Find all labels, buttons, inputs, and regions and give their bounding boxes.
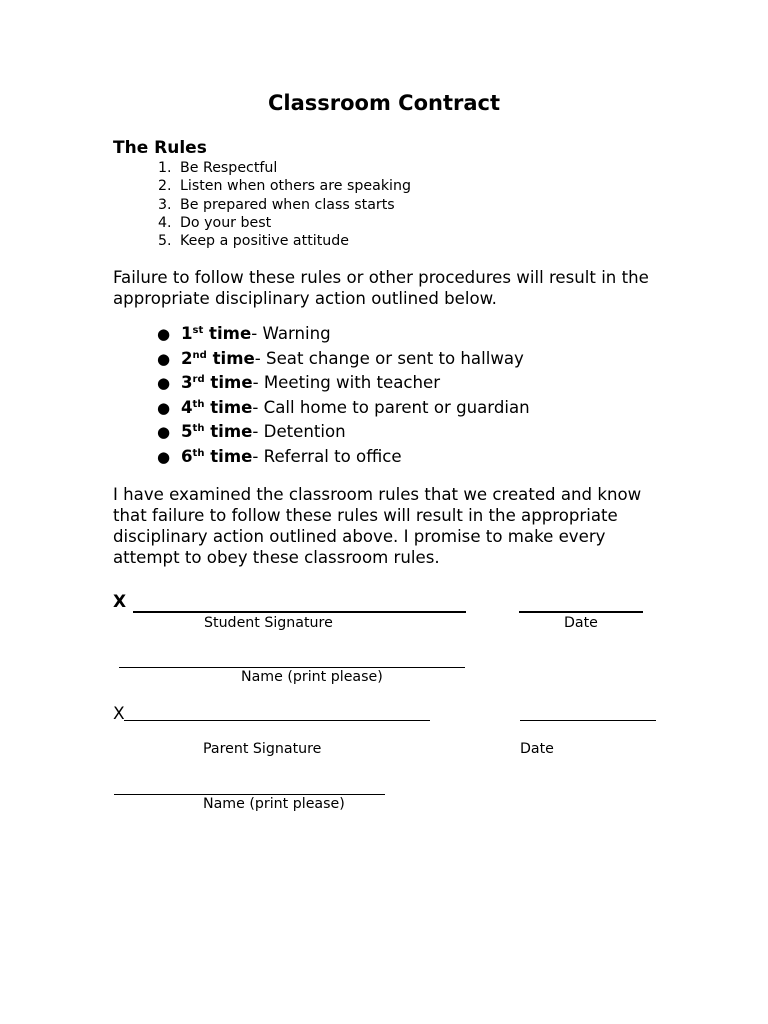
rule-text: Be prepared when class starts: [180, 196, 395, 213]
rule-number: 1.: [158, 160, 172, 176]
action-ordinal: 2nd time: [181, 348, 255, 368]
disciplinary-actions-list: [157, 322, 530, 470]
action-ordinal: 5th time: [181, 422, 253, 442]
student-signature-label: Student Signature: [204, 615, 333, 631]
bullet-icon: ●: [157, 325, 171, 343]
parent-signature-label: Parent Signature: [203, 741, 322, 757]
action-ordinal: 6th time: [181, 446, 253, 466]
rule-number: 3.: [158, 196, 172, 213]
rule-item: [158, 159, 411, 177]
action-text: - Call home to parent or guardian: [252, 397, 530, 417]
action-item: [157, 347, 530, 372]
parent-date-line[interactable]: [520, 720, 656, 721]
bullet-icon: ●: [157, 423, 171, 442]
rule-text: Listen when others are speaking: [180, 178, 411, 195]
rules-list: [158, 159, 411, 250]
rule-item: [158, 214, 411, 232]
failure-paragraph: Failure to follow these rules or other procedures will result in the appropriate disciplinary action outlined below.: [113, 268, 649, 308]
rule-item: [158, 177, 411, 195]
bullet-icon: ●: [157, 398, 171, 417]
rule-item: [158, 232, 411, 250]
action-item: [157, 396, 530, 421]
action-text: - Meeting with teacher: [252, 373, 441, 393]
action-ordinal: 4th time: [181, 397, 253, 417]
rule-text: Do your best: [180, 214, 272, 231]
student-date-label: Date: [564, 615, 598, 631]
action-text: - Detention: [252, 422, 346, 442]
rule-number: 2.: [158, 178, 172, 195]
parent-name-line[interactable]: [114, 794, 385, 795]
student-signature-line[interactable]: [133, 611, 466, 613]
parent-signature-line[interactable]: [124, 720, 430, 721]
page-title: Classroom Contract: [267, 91, 501, 115]
student-name-label: Name (print please): [241, 669, 383, 685]
bullet-icon: ●: [157, 349, 171, 368]
rule-text: Keep a positive attitude: [180, 233, 349, 250]
agreement-paragraph: I have examined the classroom rules that we created and know that failure to follow these rules will result in the appropriate disciplinary action outlined above. I promise to make every attempt to obey these classroom rules.: [113, 485, 642, 567]
action-item: [157, 371, 530, 396]
parent-date-label: Date: [520, 741, 554, 757]
rule-text: Be Respectful: [180, 160, 278, 176]
action-ordinal: 3rd time: [181, 373, 253, 393]
parent-x-mark: X: [113, 704, 125, 724]
action-text: - Seat change or sent to hallway: [254, 348, 524, 368]
parent-name-label: Name (print please): [203, 796, 345, 812]
student-date-line[interactable]: [519, 611, 643, 613]
rule-number: 4.: [158, 214, 172, 231]
action-ordinal: 1st time: [181, 324, 252, 343]
bullet-icon: ●: [157, 447, 171, 466]
action-text: - Warning: [251, 324, 331, 343]
action-item: [157, 420, 530, 445]
action-item: [157, 322, 530, 347]
bullet-icon: ●: [157, 374, 171, 393]
rules-heading: The Rules: [113, 138, 207, 158]
rule-item: [158, 196, 411, 214]
student-name-line[interactable]: [119, 667, 465, 668]
rule-number: 5.: [158, 233, 172, 250]
action-text: - Referral to office: [252, 446, 402, 466]
student-x-mark: X: [113, 592, 127, 612]
action-item: [157, 445, 530, 470]
